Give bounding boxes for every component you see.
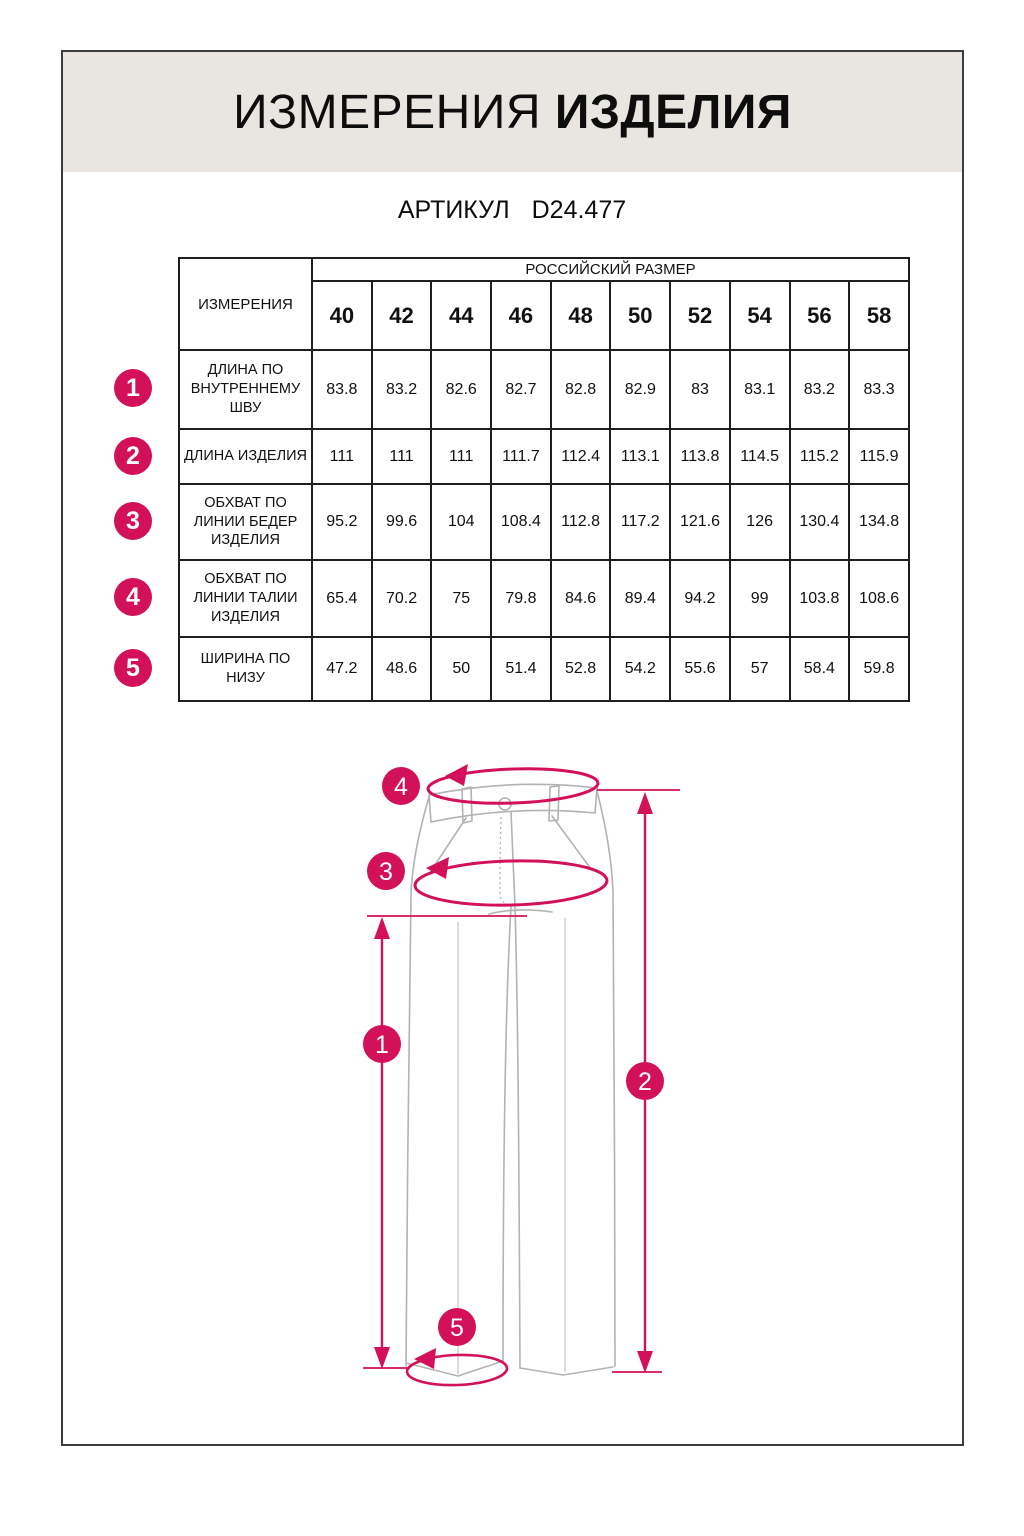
title-band	[63, 52, 962, 172]
cell: 82.9	[610, 350, 670, 429]
russian-size-header: РОССИЙСКИЙ РАЗМЕР	[312, 258, 909, 281]
cell: 121.6	[670, 484, 730, 560]
marker-number: 2	[126, 441, 140, 470]
table-row	[179, 484, 909, 560]
measurements-table	[178, 257, 910, 702]
marker-number: 4	[126, 582, 140, 611]
cell: 65.4	[312, 560, 372, 637]
marker-number: 5	[126, 653, 140, 682]
cell: 70.2	[372, 560, 432, 637]
cell: 112.8	[551, 484, 611, 560]
cell: 54.2	[610, 637, 670, 701]
size-col-header: 42	[372, 281, 432, 350]
cell: 79.8	[491, 560, 551, 637]
cell: 117.2	[610, 484, 670, 560]
table-row	[179, 350, 909, 429]
row-marker-3	[114, 502, 152, 540]
length-arrow-up	[637, 792, 653, 814]
size-col-header: 54	[730, 281, 790, 350]
cell: 89.4	[610, 560, 670, 637]
table-row	[179, 429, 909, 484]
cell: 113.1	[610, 429, 670, 484]
size-col-header: 46	[491, 281, 551, 350]
cell: 115.2	[790, 429, 850, 484]
cell: 84.6	[551, 560, 611, 637]
row-label: ОБХВАТ ПО ЛИНИИ БЕДЕР ИЗДЕЛИЯ	[179, 484, 312, 560]
article-label: АРТИКУЛ	[397, 196, 510, 224]
cell: 130.4	[790, 484, 850, 560]
row-marker-4	[114, 578, 152, 616]
cell: 47.2	[312, 637, 372, 701]
cell: 95.2	[312, 484, 372, 560]
article-value: D24.477	[531, 196, 627, 224]
cell: 134.8	[849, 484, 909, 560]
table-row	[179, 560, 909, 637]
marker-number: 1	[375, 1031, 389, 1059]
cell: 83.2	[790, 350, 850, 429]
row-marker-5	[114, 649, 152, 687]
cell: 111	[312, 429, 372, 484]
marker-number: 3	[379, 858, 393, 886]
row-label: ДЛИНА ИЗДЕЛИЯ	[179, 429, 312, 484]
cell: 82.6	[431, 350, 491, 429]
size-col-header: 50	[610, 281, 670, 350]
cell: 114.5	[730, 429, 790, 484]
row-label: ШИРИНА ПО НИЗУ	[179, 637, 312, 701]
cell: 113.8	[670, 429, 730, 484]
cell: 75	[431, 560, 491, 637]
size-col-header: 48	[551, 281, 611, 350]
marker-number: 1	[126, 373, 140, 402]
marker-number: 2	[638, 1068, 652, 1096]
row-marker-2	[114, 437, 152, 475]
cell: 108.6	[849, 560, 909, 637]
title-word-product: ИЗДЕЛИЯ	[554, 85, 792, 139]
cell: 108.4	[491, 484, 551, 560]
row-label: ОБХВАТ ПО ЛИНИИ ТАЛИИ ИЗДЕЛИЯ	[179, 560, 312, 637]
marker-number: 5	[450, 1314, 464, 1342]
cell: 94.2	[670, 560, 730, 637]
cell: 103.8	[790, 560, 850, 637]
cell: 58.4	[790, 637, 850, 701]
size-col-header: 58	[849, 281, 909, 350]
cell: 83.8	[312, 350, 372, 429]
cell: 59.8	[849, 637, 909, 701]
cell: 51.4	[491, 637, 551, 701]
cell: 111	[431, 429, 491, 484]
marker-number: 4	[394, 773, 408, 801]
inseam-arrow-down	[374, 1347, 390, 1369]
inseam-arrow-up	[374, 917, 390, 939]
cell: 48.6	[372, 637, 432, 701]
trousers-measurement-diagram	[340, 740, 680, 1400]
cell: 50	[431, 637, 491, 701]
cell: 111.7	[491, 429, 551, 484]
size-col-header: 56	[790, 281, 850, 350]
row-marker-1	[114, 369, 152, 407]
cell: 57	[730, 637, 790, 701]
length-arrow-down	[637, 1351, 653, 1373]
cell: 55.6	[670, 637, 730, 701]
cell: 99.6	[372, 484, 432, 560]
marker-number: 3	[126, 506, 140, 535]
cell: 83.3	[849, 350, 909, 429]
cell: 83.2	[372, 350, 432, 429]
title-word-measurements: ИЗМЕРЕНИЯ	[233, 85, 542, 139]
cell: 104	[431, 484, 491, 560]
size-col-header: 40	[312, 281, 372, 350]
cell: 52.8	[551, 637, 611, 701]
size-col-header: 52	[670, 281, 730, 350]
page-title	[233, 85, 792, 140]
cell: 82.7	[491, 350, 551, 429]
row-label: ДЛИНА ПО ВНУТРЕННЕМУ ШВУ	[179, 350, 312, 429]
cell: 99	[730, 560, 790, 637]
table-row	[179, 637, 909, 701]
cell: 82.8	[551, 350, 611, 429]
size-col-header: 44	[431, 281, 491, 350]
cell: 83.1	[730, 350, 790, 429]
cell: 112.4	[551, 429, 611, 484]
cell: 115.9	[849, 429, 909, 484]
article-line	[0, 196, 1024, 225]
trousers-creases	[458, 918, 565, 1374]
waist-arrow	[445, 764, 468, 786]
cell: 83	[670, 350, 730, 429]
measurements-col-header: ИЗМЕРЕНИЯ	[179, 258, 312, 350]
cell: 126	[730, 484, 790, 560]
cell: 111	[372, 429, 432, 484]
